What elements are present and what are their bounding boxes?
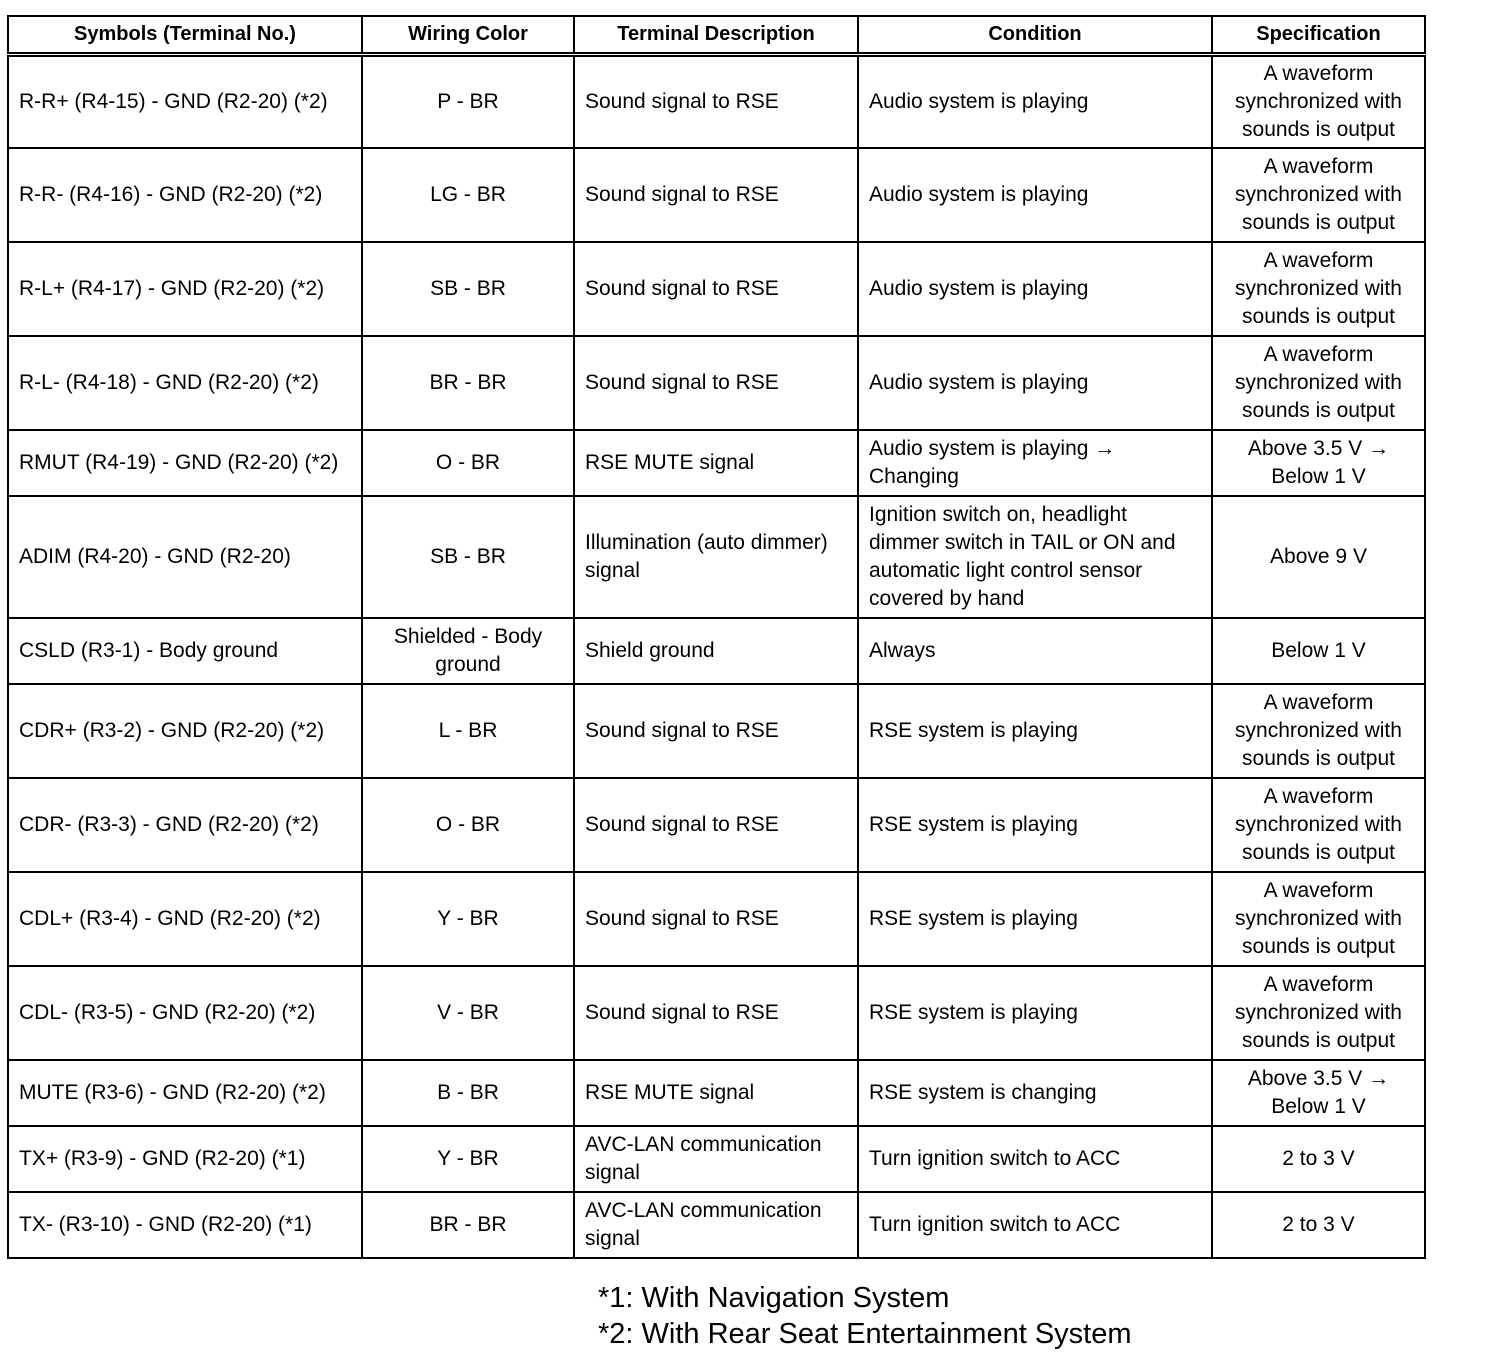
table-row [8, 778, 1425, 872]
cell-wiring: Y - BR [362, 1126, 574, 1192]
cell-condition: RSE system is playing [858, 966, 1212, 1060]
cell-description: AVC-LAN communication signal [574, 1126, 858, 1192]
cell-symbol: CDR- (R3-3) - GND (R2-20) (*2) [8, 778, 362, 872]
cell-specification: A waveform synchronized with sounds is output [1212, 778, 1425, 872]
table-row [8, 336, 1425, 430]
cell-wiring: O - BR [362, 778, 574, 872]
cell-specification: 2 to 3 V [1212, 1126, 1425, 1192]
footnote-rear-seat-entertainment: *2: With Rear Seat Entertainment System [598, 1318, 1132, 1350]
cell-specification: Below 1 V [1212, 618, 1425, 684]
cell-wiring: P - BR [362, 54, 574, 148]
cell-symbol: R-R- (R4-16) - GND (R2-20) (*2) [8, 148, 362, 242]
cell-wiring: SB - BR [362, 242, 574, 336]
table-row [8, 618, 1425, 684]
cell-description: Sound signal to RSE [574, 54, 858, 148]
cell-specification: A waveform synchronized with sounds is output [1212, 966, 1425, 1060]
cell-specification: Above 9 V [1212, 496, 1425, 618]
cell-condition: Turn ignition switch to ACC [858, 1192, 1212, 1258]
cell-wiring: BR - BR [362, 1192, 574, 1258]
cell-specification: Above 3.5 V → Below 1 V [1212, 1060, 1425, 1126]
cell-description: Sound signal to RSE [574, 336, 858, 430]
table-row [8, 430, 1425, 496]
cell-condition: Audio system is playing → Changing [858, 430, 1212, 496]
table-row [8, 1126, 1425, 1192]
cell-symbol: CDL+ (R3-4) - GND (R2-20) (*2) [8, 872, 362, 966]
table-row [8, 54, 1425, 148]
cell-description: Sound signal to RSE [574, 684, 858, 778]
footnote-navigation: *1: With Navigation System [598, 1282, 950, 1314]
cell-symbol: R-L- (R4-18) - GND (R2-20) (*2) [8, 336, 362, 430]
footnotes [598, 1280, 1132, 1352]
cell-symbol: CDL- (R3-5) - GND (R2-20) (*2) [8, 966, 362, 1060]
header-wiring-color: Wiring Color [362, 16, 574, 54]
cell-wiring: O - BR [362, 430, 574, 496]
cell-condition: Audio system is playing [858, 148, 1212, 242]
cell-symbol: R-L+ (R4-17) - GND (R2-20) (*2) [8, 242, 362, 336]
cell-wiring: L - BR [362, 684, 574, 778]
cell-symbol: ADIM (R4-20) - GND (R2-20) [8, 496, 362, 618]
cell-description: Sound signal to RSE [574, 872, 858, 966]
header-condition: Condition [858, 16, 1212, 54]
table-row [8, 496, 1425, 618]
cell-condition: Always [858, 618, 1212, 684]
cell-symbol: CDR+ (R3-2) - GND (R2-20) (*2) [8, 684, 362, 778]
cell-condition: RSE system is playing [858, 778, 1212, 872]
cell-symbol: MUTE (R3-6) - GND (R2-20) (*2) [8, 1060, 362, 1126]
cell-description: RSE MUTE signal [574, 430, 858, 496]
cell-wiring: BR - BR [362, 336, 574, 430]
cell-condition: RSE system is playing [858, 872, 1212, 966]
cell-specification: 2 to 3 V [1212, 1192, 1425, 1258]
cell-symbol: RMUT (R4-19) - GND (R2-20) (*2) [8, 430, 362, 496]
cell-description: Shield ground [574, 618, 858, 684]
cell-description: RSE MUTE signal [574, 1060, 858, 1126]
cell-condition: RSE system is playing [858, 684, 1212, 778]
table-row [8, 684, 1425, 778]
header-terminal-description: Terminal Description [574, 16, 858, 54]
table-row [8, 242, 1425, 336]
cell-specification: A waveform synchronized with sounds is output [1212, 684, 1425, 778]
header-specification: Specification [1212, 16, 1425, 54]
cell-symbol: TX- (R3-10) - GND (R2-20) (*1) [8, 1192, 362, 1258]
cell-condition: Audio system is playing [858, 336, 1212, 430]
cell-symbol: R-R+ (R4-15) - GND (R2-20) (*2) [8, 54, 362, 148]
cell-wiring: B - BR [362, 1060, 574, 1126]
terminal-table [7, 15, 1426, 1259]
cell-description: AVC-LAN communication signal [574, 1192, 858, 1258]
cell-condition: Ignition switch on, headlight dimmer switch in TAIL or ON and automatic light control sensor covered by hand [858, 496, 1212, 618]
cell-condition: Audio system is playing [858, 54, 1212, 148]
cell-wiring: V - BR [362, 966, 574, 1060]
cell-condition: Audio system is playing [858, 242, 1212, 336]
cell-wiring: SB - BR [362, 496, 574, 618]
cell-symbol: CSLD (R3-1) - Body ground [8, 618, 362, 684]
cell-description: Sound signal to RSE [574, 148, 858, 242]
cell-specification: A waveform synchronized with sounds is output [1212, 872, 1425, 966]
cell-wiring: Y - BR [362, 872, 574, 966]
cell-description: Sound signal to RSE [574, 778, 858, 872]
cell-condition: RSE system is changing [858, 1060, 1212, 1126]
cell-specification: A waveform synchronized with sounds is output [1212, 54, 1425, 148]
cell-description: Illumination (auto dimmer) signal [574, 496, 858, 618]
table-row [8, 1192, 1425, 1258]
cell-wiring: Shielded - Body ground [362, 618, 574, 684]
table-row [8, 148, 1425, 242]
cell-specification: A waveform synchronized with sounds is output [1212, 336, 1425, 430]
table-row [8, 966, 1425, 1060]
header-row [8, 16, 1425, 54]
cell-specification: A waveform synchronized with sounds is output [1212, 148, 1425, 242]
cell-condition: Turn ignition switch to ACC [858, 1126, 1212, 1192]
cell-description: Sound signal to RSE [574, 242, 858, 336]
cell-description: Sound signal to RSE [574, 966, 858, 1060]
table-row [8, 872, 1425, 966]
header-symbols: Symbols (Terminal No.) [8, 16, 362, 54]
cell-specification: A waveform synchronized with sounds is output [1212, 242, 1425, 336]
cell-specification: Above 3.5 V → Below 1 V [1212, 430, 1425, 496]
table-row [8, 1060, 1425, 1126]
cell-wiring: LG - BR [362, 148, 574, 242]
cell-symbol: TX+ (R3-9) - GND (R2-20) (*1) [8, 1126, 362, 1192]
